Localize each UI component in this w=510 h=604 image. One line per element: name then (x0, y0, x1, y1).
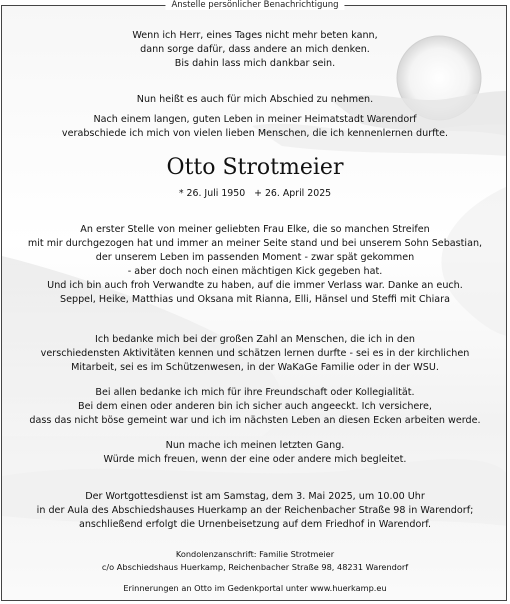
family-line: An erster Stelle von meiner geliebten Frau Elke, die so manchen Streifen (80, 224, 430, 235)
obituary-frame (1, 5, 507, 601)
memorial-portal-link[interactable]: Erinnerungen an Otto im Gedenkportal unter www.huerkamp.eu (123, 583, 387, 593)
life-dates: * 26. Juli 1950 + 26. April 2025 (178, 188, 332, 199)
service-line: Der Wortgottesdienst ist am Samstag, dem 3. Mai 2025, um 10.00 Uhr (85, 491, 425, 502)
friendship-line: dass das nicht böse gemeint war und ich im nächsten Leben an diesen Ecken arbeiten werde. (29, 415, 481, 426)
thanks-line: verschiedensten Aktivitäten kennen und schätzen lernen durfte - sei es in der kirchlichen (40, 348, 470, 359)
farewell-line: Nun heißt es auch für mich Abschied zu nehmen. (136, 94, 374, 105)
thanks-line: Ich bedanke mich bei der großen Zahl an Menschen, die ich in den (95, 334, 415, 345)
family-line: Seppel, Heike, Matthias und Oksana mit Rianna, Elli, Hänsel und Steffi mit Chiara (60, 294, 450, 305)
header-notice: Anstelle persönlicher Benachrichtigung (165, 0, 344, 10)
family-line: Und ich bin auch froh Verwandte zu haben, auf die immer Verlass war. Danke an euch. (47, 280, 463, 291)
service-line: anschließend erfolgt die Urnenbeisetzung auf dem Friedhof in Warendorf. (78, 519, 432, 530)
farewell-line: verabschiede ich mich von vielen lieben Menschen, die ich kennenlernen durfte. (61, 128, 449, 139)
thanks-line: Mitarbeit, sei es im Schützenwesen, in der WaKaGe Familie oder in der WSU. (71, 362, 439, 373)
poem-line: Wenn ich Herr, eines Tages nicht mehr beten kann, (132, 30, 378, 41)
last-walk-line: Würde mich freuen, wenn der eine oder andere mich begleitet. (103, 454, 407, 465)
poem-line: dann sorge dafür, dass andere an mich denken. (140, 44, 370, 55)
last-walk-line: Nun mache ich meinen letzten Gang. (165, 440, 345, 451)
poem-line: Bis dahin lass mich dankbar sein. (174, 58, 336, 69)
family-line: der unserem Leben im passenden Moment - zwar spät gekommen (95, 252, 415, 263)
deceased-name: Otto Strotmeier (166, 155, 344, 180)
service-line: in der Aula des Abschiedshauses Huerkamp an der Reichenbacher Straße 98 in Warendorf; (36, 505, 474, 516)
farewell-line: Nach einem langen, guten Leben in meiner Heimatstadt Warendorf (93, 114, 417, 125)
family-line: mit mir durchgezogen hat und immer an meiner Seite stand und bei unserem Sohn Sebastian, (27, 238, 483, 249)
friendship-line: Bei allen bedanke ich mich für ihre Freundschaft oder Kollegialität. (95, 387, 415, 398)
friendship-line: Bei dem einen oder anderen bin ich sicher auch angeeckt. Ich versichere, (78, 401, 432, 412)
family-line: - aber doch noch einen mächtigen Kick gegeben hat. (127, 266, 383, 277)
condolence-address-line: c/o Abschiedshaus Huerkamp, Reichenbacher Straße 98, 48231 Warendorf (101, 562, 409, 572)
condolence-address-line: Kondolenzanschrift: Familie Strotmeier (175, 549, 335, 559)
